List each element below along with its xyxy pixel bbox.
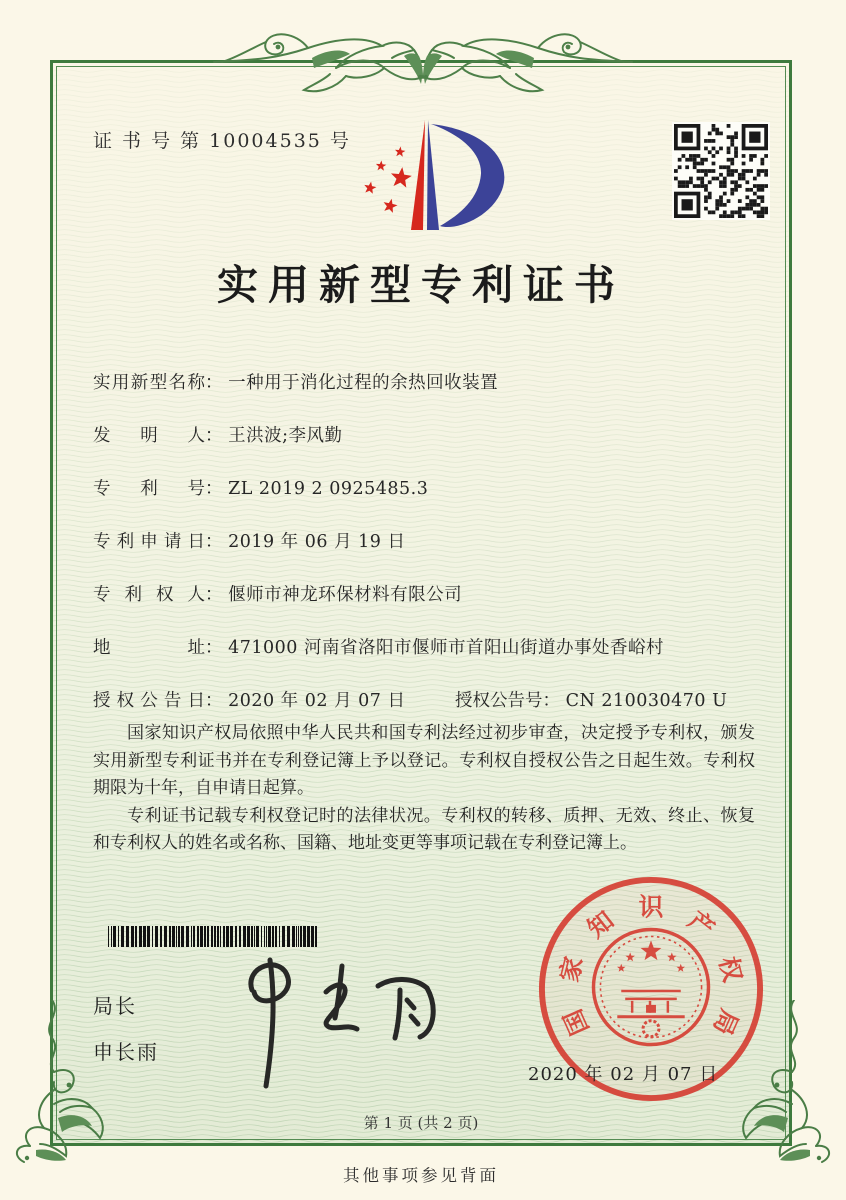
field-row-address bbox=[93, 634, 783, 660]
logo-stars bbox=[364, 147, 412, 213]
signer-block bbox=[93, 990, 159, 1082]
field-value: 2020 年 02 月 07 日 bbox=[228, 691, 406, 711]
qr-code-icon bbox=[672, 122, 770, 220]
field-colon: ： bbox=[205, 373, 223, 393]
svg-text:国: 国 bbox=[557, 1005, 595, 1040]
field-label: 专利号 bbox=[93, 479, 205, 499]
field-row-patentee bbox=[93, 581, 783, 607]
field-value: 王洪波;李风勤 bbox=[228, 426, 343, 446]
field-colon: ： bbox=[205, 532, 223, 552]
top-garland-ornament bbox=[208, 18, 638, 113]
field-label: 授权公告号 bbox=[455, 691, 543, 711]
field-value: 偃师市神龙环保材料有限公司 bbox=[228, 585, 463, 605]
back-side-note: 其他事项参见背面 bbox=[343, 1166, 499, 1185]
field-row-inventor bbox=[93, 422, 783, 448]
signer-title: 局长 bbox=[93, 994, 137, 1018]
legal-paragraph-2: 专利证书记载专利权登记时的法律状况。专利权的转移、质押、无效、终止、恢复和专利权人的姓名或名称、国籍、地址变更等事项记载在专利登记簿上。 bbox=[93, 805, 755, 853]
legal-text bbox=[93, 720, 755, 858]
field-row-invention-name bbox=[93, 369, 783, 395]
svg-text:权: 权 bbox=[713, 953, 748, 985]
field-label: 发明人 bbox=[93, 426, 205, 446]
field-grant-number bbox=[455, 687, 727, 712]
certificate-number: 证 书 号 第 10004535 号 bbox=[93, 130, 351, 152]
field-value: ZL 2019 2 0925485.3 bbox=[228, 479, 429, 499]
legal-paragraph-1: 国家知识产权局依照中华人民共和国专利法经过初步审查，决定授予专利权，颁发实用新型专利证书并在专利登记簿上予以登记。专利权自授权公告之日起生效。专利权期限为十年，自申请日起算。 bbox=[93, 723, 755, 798]
field-list bbox=[93, 369, 783, 740]
field-value: 471000 河南省洛阳市偃师市首阳山街道办事处香峪村 bbox=[228, 638, 664, 658]
field-value: 2019 年 06 月 19 日 bbox=[228, 532, 406, 552]
field-label: 授权公告日 bbox=[93, 691, 205, 711]
field-row-filing-date bbox=[93, 528, 783, 554]
field-colon: ： bbox=[205, 585, 223, 605]
field-value: 一种用于消化过程的余热回收装置 bbox=[228, 373, 499, 393]
page-number: 第 1 页 (共 2 页) bbox=[363, 1114, 479, 1132]
svg-text:产: 产 bbox=[682, 905, 721, 944]
field-colon: ： bbox=[205, 638, 223, 658]
field-value: CN 210030470 U bbox=[565, 691, 728, 711]
field-colon: ： bbox=[542, 691, 560, 711]
field-colon: ： bbox=[205, 479, 223, 499]
svg-text:局: 局 bbox=[707, 1005, 745, 1040]
svg-text:识: 识 bbox=[638, 892, 664, 922]
handwritten-signature-icon bbox=[230, 938, 445, 1093]
field-row-grant-date bbox=[93, 687, 783, 713]
cnipa-logo-icon bbox=[343, 112, 521, 238]
svg-text:家: 家 bbox=[554, 953, 589, 985]
field-colon: ： bbox=[205, 691, 223, 711]
svg-text:知: 知 bbox=[581, 905, 620, 944]
certificate-title: 实用新型专利证书 bbox=[217, 261, 625, 309]
logo-red-wedge bbox=[411, 120, 425, 230]
field-row-patent-number bbox=[93, 475, 783, 501]
field-label: 地址 bbox=[93, 638, 205, 658]
field-label: 专利申请日 bbox=[93, 532, 205, 552]
logo-blue-bowl bbox=[431, 124, 504, 227]
logo-blue-wedge bbox=[427, 120, 439, 230]
seal-date: 2020 年 02 月 07 日 bbox=[528, 1064, 719, 1085]
field-colon: ： bbox=[205, 426, 223, 446]
signer-name: 申长雨 bbox=[93, 1040, 159, 1064]
field-label: 实用新型名称 bbox=[93, 373, 205, 393]
field-label: 专利权人 bbox=[93, 585, 205, 605]
